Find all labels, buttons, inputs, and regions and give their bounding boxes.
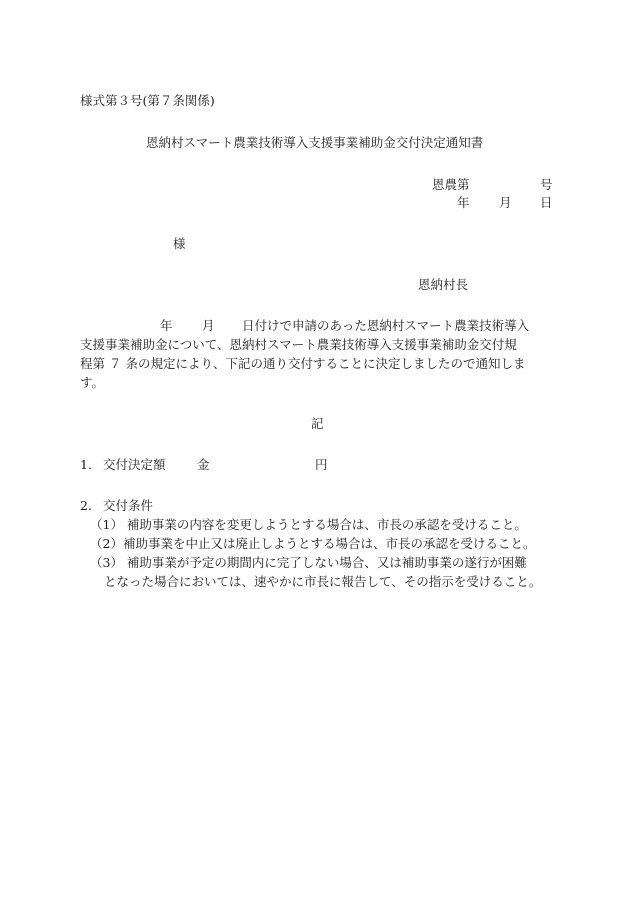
notice-date-day: 日 bbox=[540, 195, 553, 210]
addressee: 様 bbox=[173, 236, 186, 251]
body-line-1-text: 日付けで申請のあった恩納村スマート農業技術導入 bbox=[242, 318, 530, 333]
body-month: 月 bbox=[202, 318, 215, 333]
form-number: 様式第３号(第７条関係) bbox=[80, 93, 215, 108]
notice-number-prefix: 恩農第 bbox=[432, 177, 470, 192]
document-title: 恩納村スマート農業技術導入支援事業補助金交付決定通知書 bbox=[146, 135, 484, 150]
notice-date-year: 年 bbox=[457, 195, 470, 210]
body-line-4: す。 bbox=[80, 375, 105, 390]
notice-date-month: 月 bbox=[499, 195, 512, 210]
item-number: 1. bbox=[80, 457, 92, 472]
notice-number-suffix: 号 bbox=[540, 177, 553, 192]
condition-1: （1） 補助事業の内容を変更しようとする場合は、市長の承認を受けること。 bbox=[90, 517, 527, 532]
body-year: 年 bbox=[160, 318, 173, 333]
item-number: 2. bbox=[80, 498, 92, 513]
condition-3-continuation: となった場合においては、速やかに市長に報告して、その指示を受けること。 bbox=[104, 574, 542, 589]
amount-kin: 金 bbox=[197, 457, 210, 472]
item-label: 交付条件 bbox=[103, 498, 154, 513]
condition-2: （2）補助事業を中止又は廃止しようとする場合は、市長の承認を受けること。 bbox=[90, 536, 536, 551]
condition-3: （3） 補助事業が予定の期間内に完了しない場合、又は補助事業の遂行が困難 bbox=[90, 555, 527, 570]
ki-heading: 記 bbox=[311, 416, 324, 431]
body-line-3: 程第 ７ 条の規定により、下記の通り交付することに決定しましたので通知しま bbox=[80, 356, 526, 371]
amount-yen: 円 bbox=[315, 457, 328, 472]
body-line-2: 支援事業補助金について、恩納村スマート農業技術導入支援事業補助金交付規 bbox=[80, 337, 517, 352]
sender: 恩納村長 bbox=[418, 277, 469, 292]
item-label: 交付決定額 bbox=[103, 457, 166, 472]
